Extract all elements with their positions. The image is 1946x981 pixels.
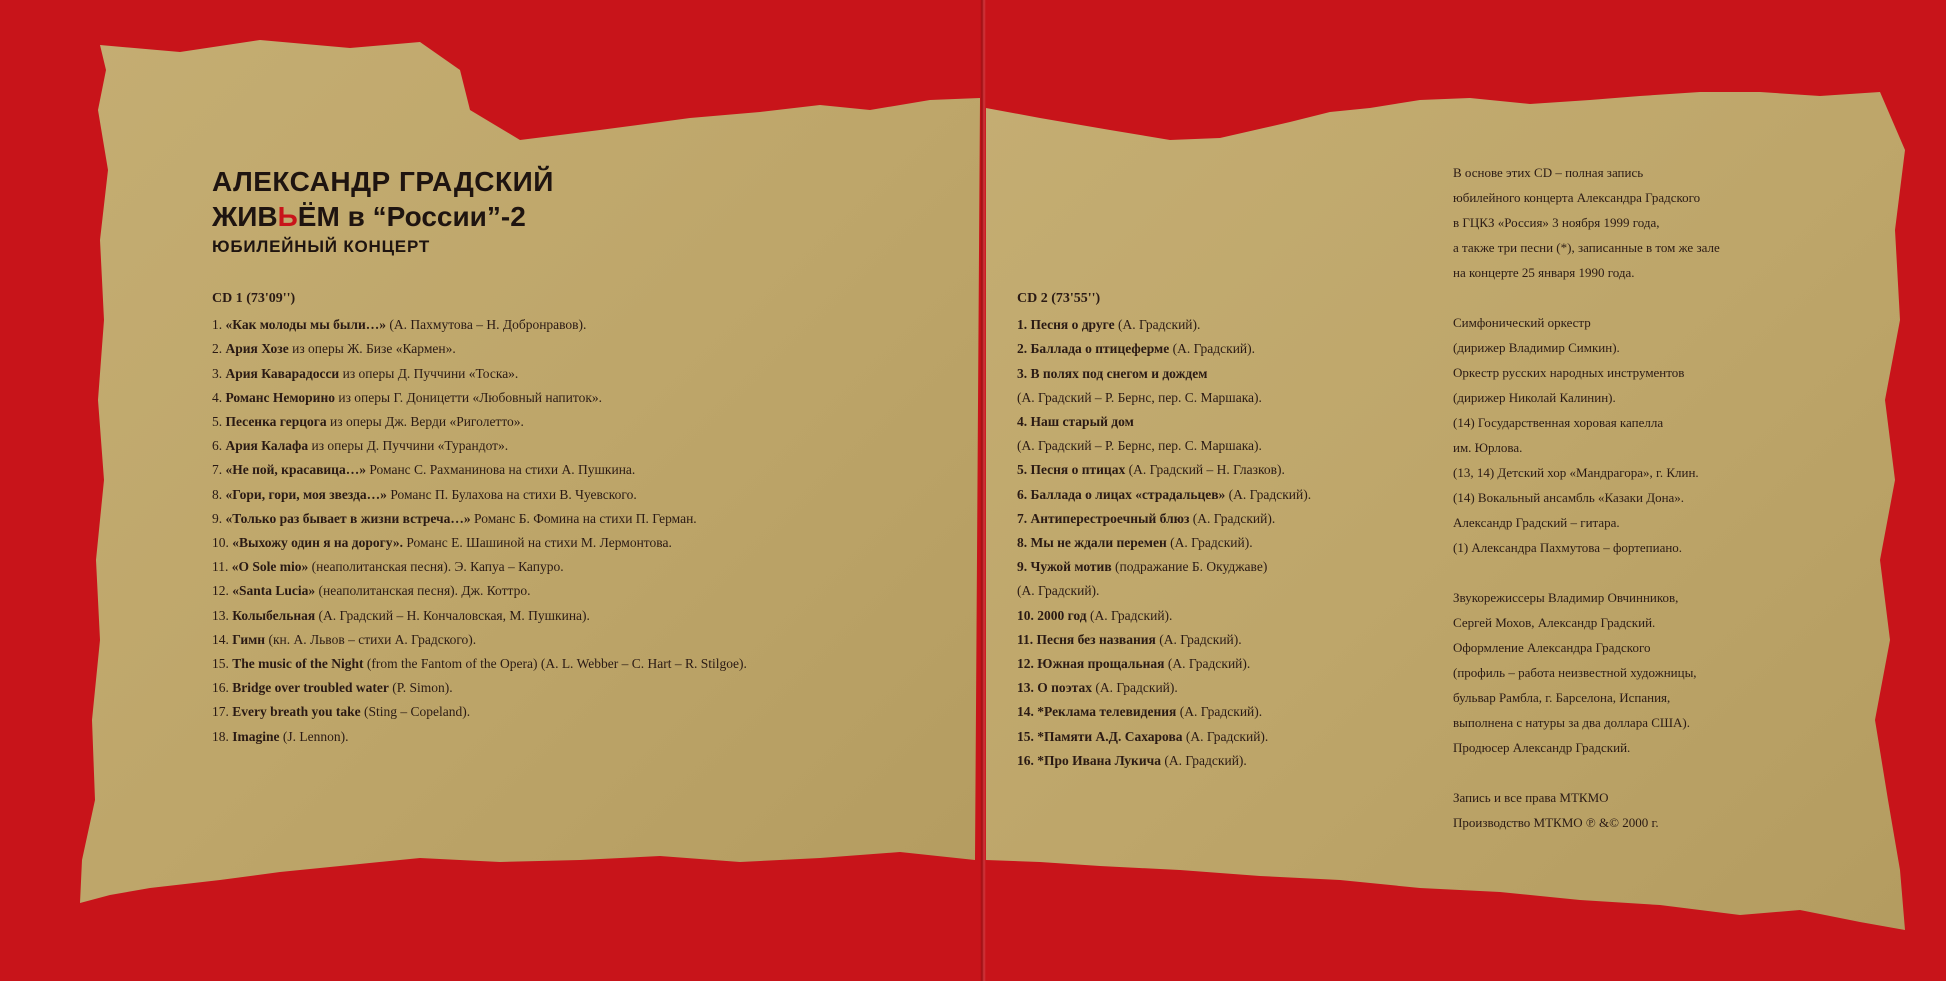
notes-line: (13, 14) Детский хор «Мандрагора», г. Клин. [1453,465,1699,480]
track-number: 5. [212,414,223,430]
track-title: Колыбельная [232,607,316,623]
track-number: 17. [212,704,229,720]
track-credit: Романс Е. Шашиной на стихи М. Лермонтова. [403,535,672,551]
track-credit: (подражание Б. Окуджаве) [1111,559,1268,575]
cd1-track-row [212,313,747,337]
track-title: 14. *Реклама телевидения [1017,704,1177,720]
notes-line: Запись и все права МТКМО [1453,790,1609,805]
track-credit: (P. Simon). [388,680,453,696]
track-title: 2. Баллада о птицеферме [1017,341,1170,357]
notes-line: Александр Градский – гитара. [1453,515,1620,530]
cd2-track-row [1017,313,1311,337]
track-number: 4. [212,389,223,405]
cd2-track-list [1017,313,1311,773]
track-title: 11. Песня без названия [1017,631,1156,647]
notes-line: Звукорежиссеры Владимир Овчинников, [1453,590,1679,605]
track-credit: (А. Градский). [1160,752,1247,768]
cd1-track-row [212,531,747,555]
notes-line: а также три песни (*), записанные в том же зале [1453,240,1720,255]
cd1-track-row [212,507,747,531]
notes-line: на концерте 25 января 1990 года. [1453,265,1635,280]
notes-line: (14) Государственная хоровая капелла [1453,415,1664,430]
track-number: 15. [212,656,229,672]
track-credit: (А. Градский). [1176,704,1263,720]
track-number: 10. [212,535,229,551]
cd1-track-row [212,410,747,434]
track-title: 3. В полях под снегом и дождем [1017,365,1208,381]
track-title: Песенка герцога [225,414,327,430]
cd1-track-row [212,652,747,676]
cd2-tracklist [1017,287,1311,773]
track-credit: (А. Градский – Н. Глазков). [1125,462,1285,478]
track-title: 8. Мы не ждали перемен [1017,535,1167,551]
track-title: 7. Антиперестроечный блюз [1017,510,1190,526]
track-title: Every breath you take [232,704,361,720]
notes-line: Сергей Мохов, Александр Градский. [1453,615,1656,630]
track-title: «Как молоды мы были…» [225,317,387,333]
track-number: 11. [212,559,229,575]
track-number: 6. [212,438,223,454]
cd2-track-row [1017,434,1311,458]
track-title: 12. Южная прощальная [1017,656,1165,672]
cd2-track-row [1017,749,1311,773]
track-credit: (А. Градский). [1166,535,1253,551]
album-subtitle: ЮБИЛЕЙНЫЙ КОНЦЕРТ [212,237,431,256]
track-credit: (А. Градский). [1225,486,1312,502]
track-title: 1. Песня о друге [1017,317,1115,333]
track-credit: (from the Fantom of the Opera) (A. L. Webber – C. Hart – R. Stilgoe). [363,656,747,672]
cd2-track-row [1017,604,1311,628]
track-credit: (А. Градский – Р. Бернс, пер. С. Маршака). [1017,438,1262,454]
track-credit: из оперы Ж. Бизе «Кармен». [288,341,456,357]
track-credit: (А. Градский). [1189,510,1276,526]
track-number: 9. [212,510,223,526]
track-number: 12. [212,583,229,599]
track-credit: (неаполитанская песня). Дж. Коттро. [315,583,531,599]
track-credit: (А. Градский). [1169,341,1256,357]
track-title: 16. *Про Ивана Лукича [1017,752,1161,768]
track-credit: (А. Градский). [1091,680,1178,696]
album-title-part1: ЖИВ [212,201,278,232]
notes-line: выполнена с натуры за два доллара США). [1453,715,1690,730]
notes-line: (дирижер Владимир Симкин). [1453,340,1620,355]
liner-notes [1453,160,1720,860]
cd2-track-row [1017,531,1311,555]
performers-info [1453,310,1720,560]
cd2-track-row [1017,725,1311,749]
track-title: «Гори, гори, моя звезда…» [225,486,387,502]
track-title: 13. О поэтах [1017,680,1092,696]
cd1-track-row [212,604,747,628]
cd1-track-row [212,337,747,361]
track-credit: (А. Градский – Р. Бернс, пер. С. Маршака). [1017,389,1262,405]
cd2-track-row [1017,507,1311,531]
notes-line: В основе этих CD – полная запись [1453,165,1644,180]
track-title: Ария Калафа [225,438,309,454]
track-title: Imagine [232,728,280,744]
track-title: 4. Наш старый дом [1017,414,1134,430]
track-number: 13. [212,607,229,623]
artist-name: АЛЕКСАНДР ГРАДСКИЙ [212,166,554,197]
cd2-track-row [1017,483,1311,507]
cd2-heading: CD 2 (73'55'') [1017,291,1101,306]
notes-line: юбилейного концерта Александра Градского [1453,190,1701,205]
track-title: «Выхожу один я на дорогу». [232,535,403,551]
album-title-red-letter: Ь [277,201,298,232]
cd1-track-list [212,313,747,749]
cd1-track-row [212,458,747,482]
track-number: 1. [212,317,223,333]
cd2-track-row [1017,410,1311,434]
rights-info [1453,785,1720,835]
notes-line: (профиль – работа неизвестной художницы, [1453,665,1697,680]
cd2-track-row [1017,362,1311,386]
cd2-track-row [1017,700,1311,724]
cd1-track-row [212,700,747,724]
track-credit: Романс П. Булахова на стихи В. Чуевского. [386,486,637,502]
album-title [212,200,554,234]
cd1-heading: CD 1 (73'09'') [212,291,296,306]
cd1-track-row [212,628,747,652]
track-credit: (А. Градский). [1114,317,1201,333]
track-title: 6. Баллада о лицах «страдальцев» [1017,486,1226,502]
track-title: Bridge over troubled water [232,680,389,696]
notes-line: (14) Вокальный ансамбль «Казаки Дона». [1453,490,1685,505]
cd1-track-row [212,386,747,410]
notes-line: Симфонический оркестр [1453,315,1591,330]
cd2-track-row [1017,337,1311,361]
recording-info [1453,160,1720,285]
track-credit: (А. Градский). [1155,631,1242,647]
track-title: Гимн [232,631,266,647]
track-title: 10. 2000 год [1017,607,1087,623]
track-credit: Романс Б. Фомина на стихи П. Герман. [470,510,697,526]
track-credit: Романс С. Рахманинова на стихи А. Пушкина. [365,462,636,478]
notes-line: (дирижер Николай Калинин). [1453,390,1616,405]
cd2-track-row [1017,386,1311,410]
track-title: 9. Чужой мотив [1017,559,1112,575]
track-number: 8. [212,486,223,502]
notes-line: бульвар Рамбла, г. Барселона, Испания, [1453,690,1671,705]
track-number: 18. [212,728,229,744]
cd1-track-row [212,555,747,579]
track-credit: (А. Градский). [1017,583,1100,599]
cd2-track-row [1017,628,1311,652]
cd2-track-row [1017,458,1311,482]
track-credit: из оперы Д. Пуччини «Тоска». [339,365,519,381]
cd1-track-row [212,676,747,700]
track-title: 5. Песня о птицах [1017,462,1126,478]
track-credit: из оперы Д. Пуччини «Турандот». [308,438,509,454]
track-title: «Не пой, красавица…» [225,462,366,478]
cd2-track-row [1017,652,1311,676]
track-title: Ария Хозе [225,341,289,357]
track-credit: (А. Градский). [1182,728,1269,744]
notes-line: Производство МТКМО ℗ &© 2000 г. [1453,815,1659,830]
notes-line: (1) Александра Пахмутова – фортепиано. [1453,540,1683,555]
track-title: Романс Неморино [225,389,335,405]
track-credit: (А. Пахмутова – Н. Добронравов). [386,317,587,333]
cd1-track-row [212,434,747,458]
track-title: «O Sole mio» [231,559,309,575]
track-title: The music of the Night [232,656,364,672]
cd2-track-row [1017,579,1311,603]
track-number: 7. [212,462,223,478]
cd2-track-row [1017,555,1311,579]
track-title: Ария Каварадосси [225,365,340,381]
cd1-track-row [212,362,747,386]
track-title: 15. *Памяти А.Д. Сахарова [1017,728,1183,744]
track-number: 14. [212,631,229,647]
notes-line: в ГЦКЗ «Россия» 3 ноября 1999 года, [1453,215,1660,230]
track-credit: (А. Градский – Н. Кончаловская, М. Пушкина). [315,607,590,623]
cd1-track-row [212,483,747,507]
track-credit: (А. Градский). [1086,607,1173,623]
notes-line: Оформление Александра Градского [1453,640,1651,655]
cd1-track-row [212,725,747,749]
track-number: 16. [212,680,229,696]
track-credit: из оперы Г. Доницетти «Любовный напиток». [334,389,603,405]
track-title: «Santa Lucia» [232,583,316,599]
track-credit: (А. Градский). [1164,656,1251,672]
album-title-block [212,164,554,260]
track-credit: (J. Lennon). [279,728,349,744]
album-title-part2: ЁМ в “России”-2 [297,201,526,232]
notes-line: Продюсер Александр Градский. [1453,740,1631,755]
cd1-track-row [212,579,747,603]
track-number: 3. [212,365,223,381]
center-fold [980,0,986,981]
track-credit: (неаполитанская песня). Э. Капуа – Капуро. [308,559,564,575]
notes-line: им. Юрлова. [1453,440,1523,455]
track-title: «Только раз бывает в жизни встреча…» [225,510,471,526]
track-credit: (Sting – Copeland). [360,704,471,720]
notes-line: Оркестр русских народных инструментов [1453,365,1685,380]
track-credit: из оперы Дж. Верди «Риголетто». [326,414,524,430]
track-number: 2. [212,341,223,357]
track-credit: (кн. А. Львов – стихи А. Градского). [265,631,477,647]
cd1-tracklist [212,287,747,749]
credits-info [1453,585,1720,760]
cd2-track-row [1017,676,1311,700]
